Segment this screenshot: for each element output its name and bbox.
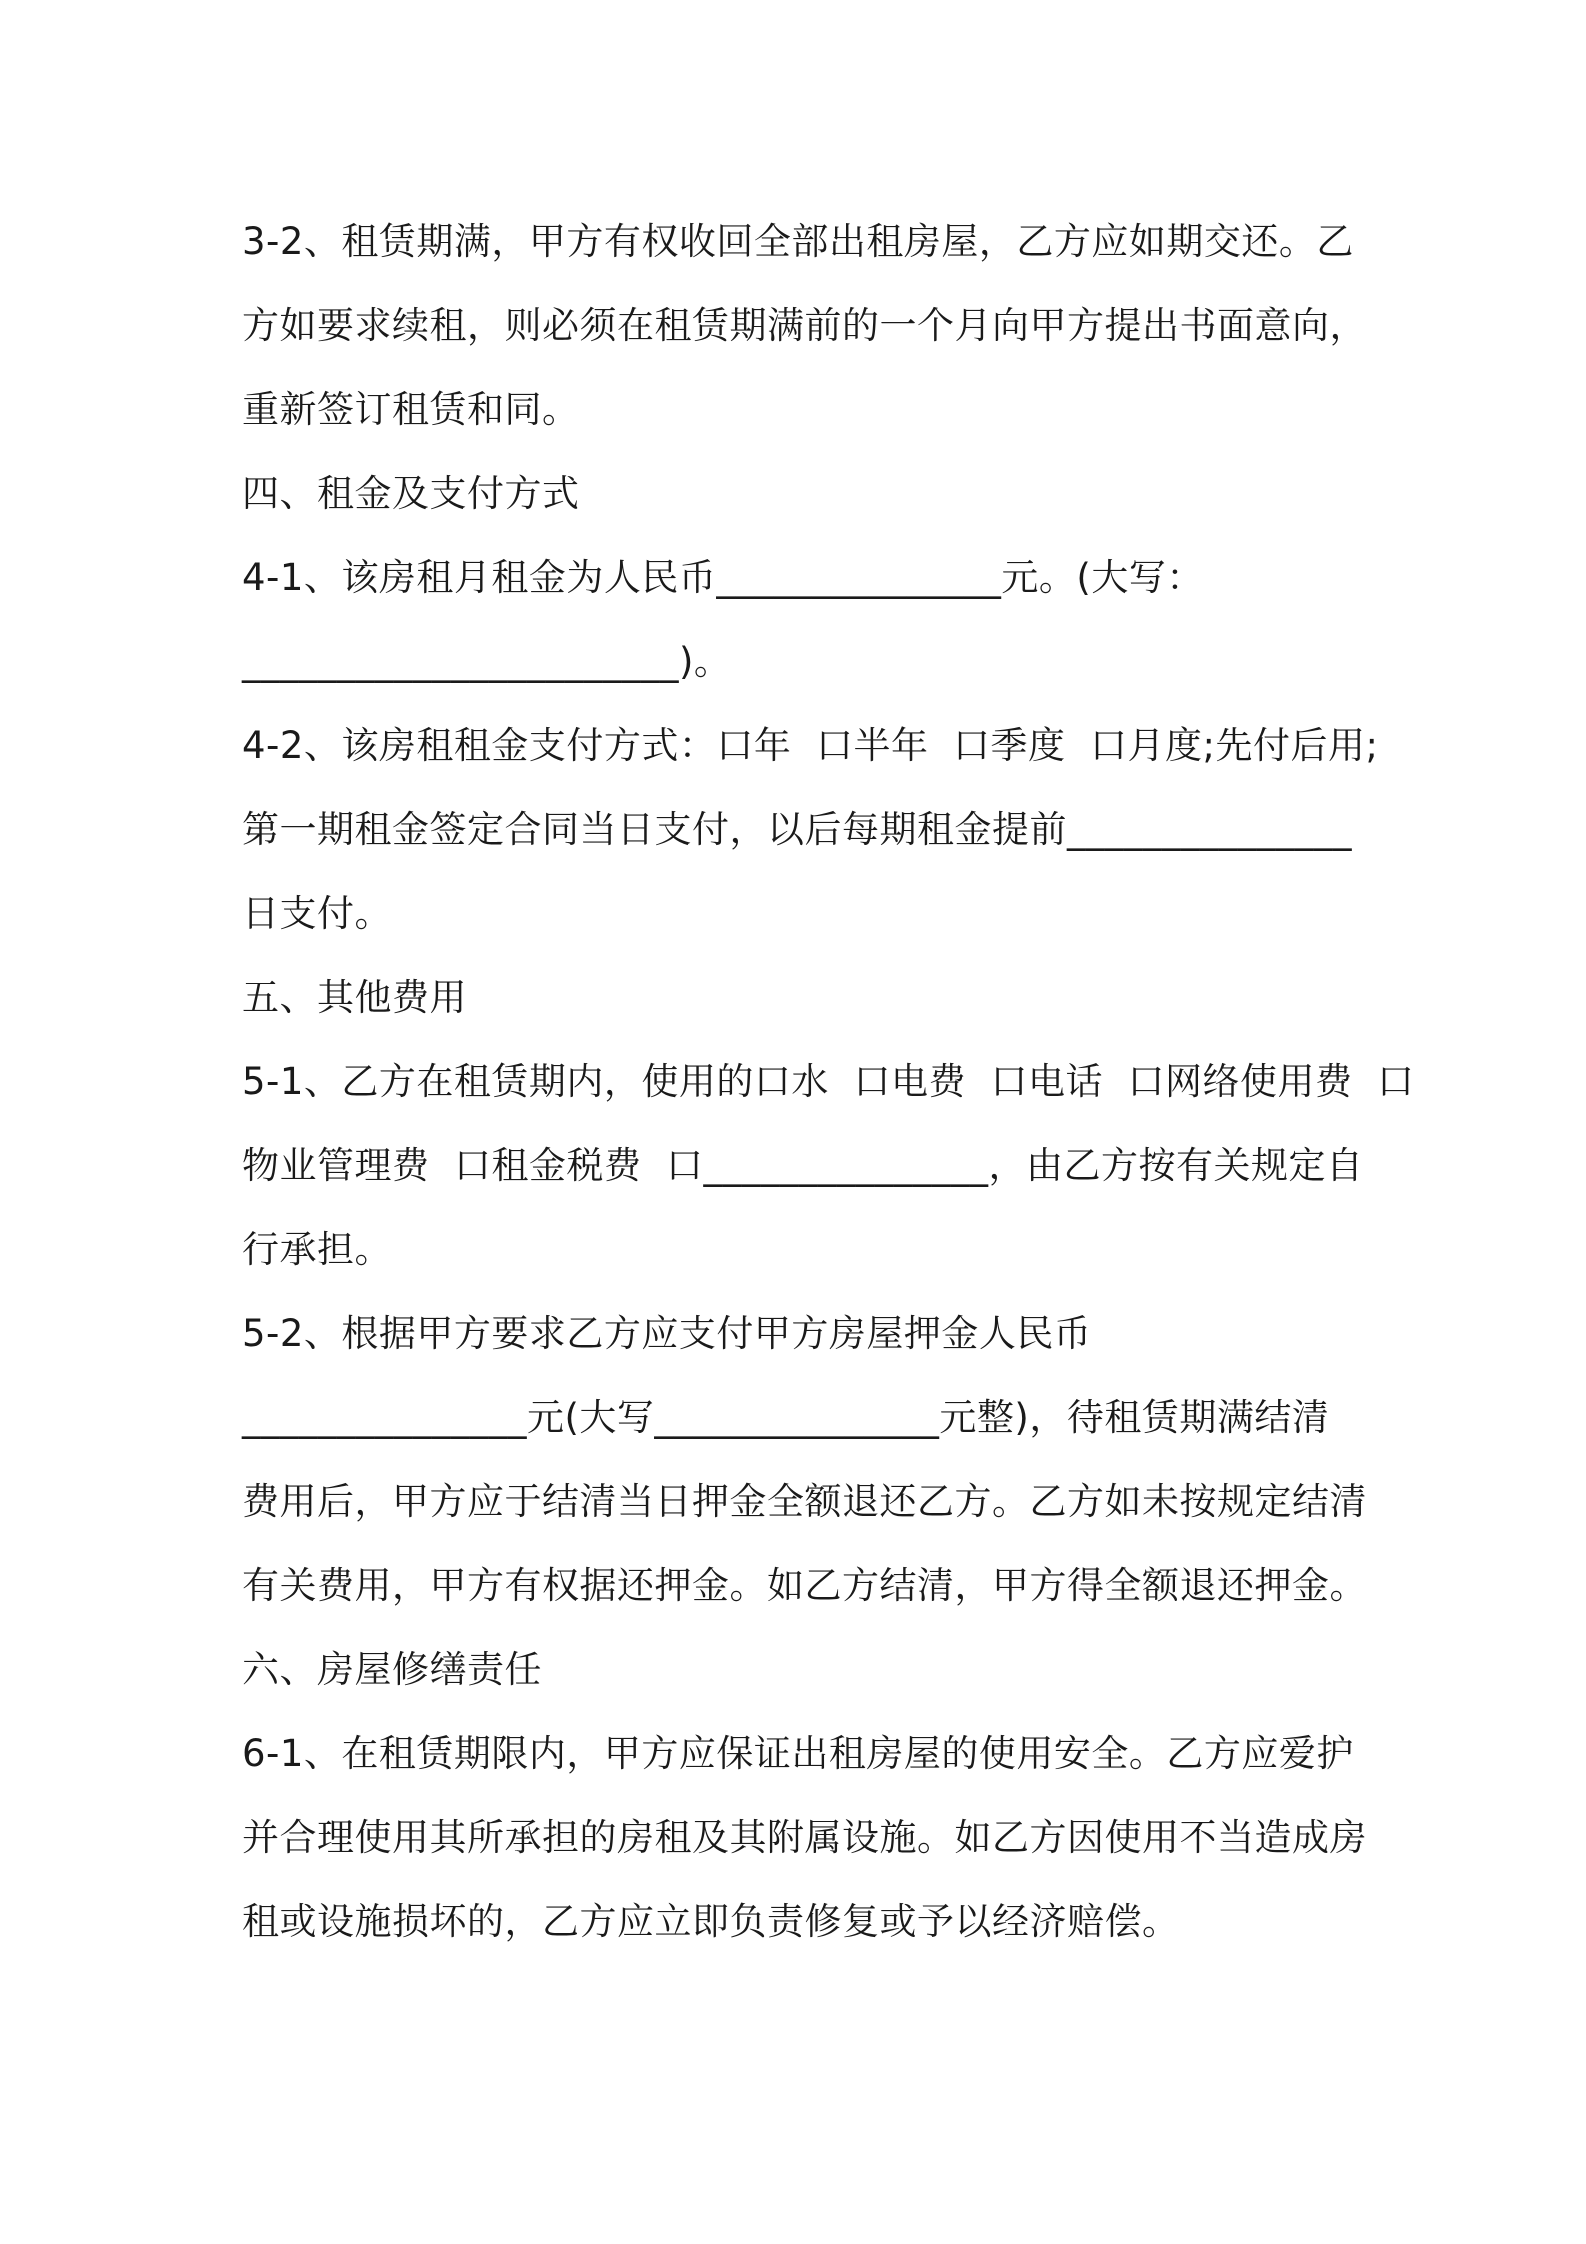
document-body [242, 200, 1415, 1964]
section-heading: 五、其他费用 [242, 976, 467, 1019]
text-line: _______________元(大写_______________元整)，待租赁期满结清 [242, 1396, 1330, 1439]
text-line: 行承担。 [242, 1228, 392, 1271]
section-heading: 六、房屋修缮责任 [242, 1648, 542, 1691]
text-line: 重新签订租赁和同。 [242, 388, 580, 431]
text-line: 5-1、乙方在租赁期内，使用的口水 口电费 口电话 口网络使用费 口 [242, 1060, 1415, 1103]
section-heading: 四、租金及支付方式 [242, 472, 580, 515]
text-line: 有关费用，甲方有权据还押金。如乙方结清，甲方得全额退还押金。 [242, 1564, 1367, 1607]
text-line: 日支付。 [242, 892, 392, 935]
text-line: 物业管理费 口租金税费 口_______________，由乙方按有关规定自 [242, 1144, 1364, 1187]
text-line: 5-2、根据甲方要求乙方应支付甲方房屋押金人民币 [242, 1312, 1092, 1355]
text-line: 并合理使用其所承担的房租及其附属设施。如乙方因使用不当造成房 [242, 1816, 1367, 1859]
text-line: 4-2、该房租租金支付方式：口年 口半年 口季度 口月度;先付后用; [242, 724, 1379, 767]
text-line: 6-1、在租赁期限内，甲方应保证出租房屋的使用安全。乙方应爱护 [242, 1732, 1354, 1775]
text-line: 租或设施损坏的，乙方应立即负责修复或予以经济赔偿。 [242, 1900, 1180, 1943]
text-line: 第一期租金签定合同当日支付，以后每期租金提前_______________ [242, 808, 1352, 851]
text-line: _______________________)。 [242, 640, 732, 683]
text-line: 4-1、该房租月租金为人民币_______________元。(大写： [242, 556, 1204, 599]
text-line: 3-2、租赁期满，甲方有权收回全部出租房屋，乙方应如期交还。乙 [242, 220, 1354, 263]
text-line: 方如要求续租，则必须在租赁期满前的一个月向甲方提出书面意向， [242, 304, 1367, 347]
text-line: 费用后，甲方应于结清当日押金全额退还乙方。乙方如未按规定结清 [242, 1480, 1367, 1523]
